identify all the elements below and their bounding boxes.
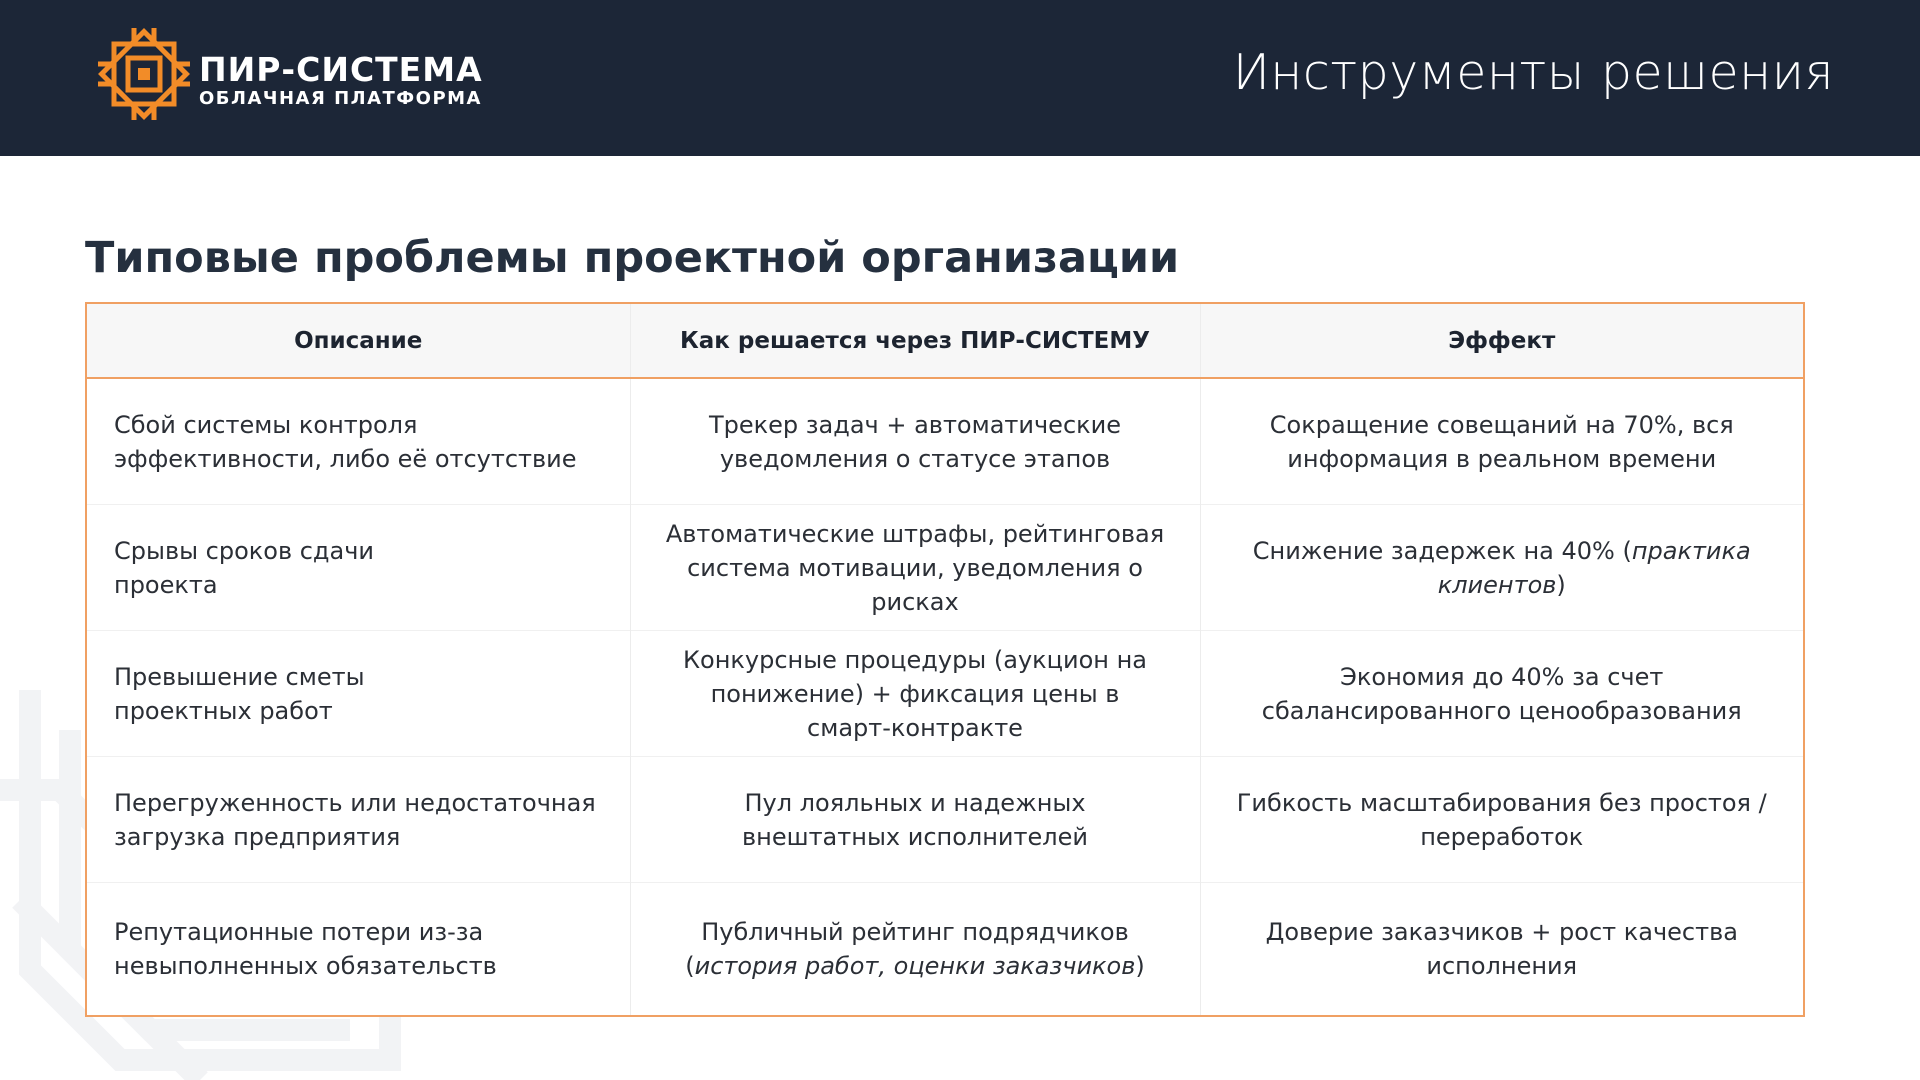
- effect-text-suffix: ): [1556, 570, 1566, 599]
- solution-cell: [630, 505, 1200, 631]
- problem-cell: [86, 378, 630, 505]
- effect-text-prefix: Снижение задержек на 40% (: [1252, 536, 1632, 565]
- solution-text: [643, 915, 1188, 983]
- problem-cell: [86, 631, 630, 757]
- effect-text: Доверие заказчиков + рост качества исполнения: [1265, 918, 1738, 980]
- solution-text: Трекер задач + автоматические уведомления о статусе этапов: [708, 410, 1121, 473]
- section-title: Инструменты решения: [1232, 44, 1834, 101]
- effect-cell: [1200, 378, 1804, 505]
- table-row: [86, 757, 1804, 883]
- effect-cell: [1200, 631, 1804, 757]
- problem-text: Репутационные потери из-за невыполненных обязательств: [114, 918, 497, 980]
- problem-cell: [86, 883, 630, 1017]
- logo-emblem-icon: [92, 22, 196, 126]
- problem-text: Перегруженность или недостаточная загрузка предприятия: [114, 788, 596, 851]
- page-heading: Типовые проблемы проектной организации: [85, 232, 1180, 283]
- solution-text-italic: история работ, оценки заказчиков: [694, 952, 1136, 980]
- solution-cell: [630, 757, 1200, 883]
- column-header-description: Описание: [86, 303, 630, 378]
- solution-cell: [630, 883, 1200, 1017]
- column-header-solution: Как решается через ПИР-СИСТЕМУ: [630, 303, 1200, 378]
- table-row: [86, 883, 1804, 1017]
- effect-cell: [1200, 757, 1804, 883]
- table-header-row: [86, 303, 1804, 378]
- effect-text-italic: практика клиентов: [1437, 536, 1751, 599]
- table-row: [86, 631, 1804, 757]
- solution-text: Пул лояльных и надежных внештатных исполнителей: [742, 788, 1088, 851]
- effect-text: Гибкость масштабирования без простоя / переработок: [1236, 788, 1767, 851]
- problem-text: Превышение сметы проектных работ: [114, 662, 365, 725]
- solution-text: Автоматические штрафы, рейтинговая система мотивации, уведомления о рисках: [665, 519, 1165, 616]
- top-header-bar: [0, 0, 1920, 156]
- logo-name: ПИР-СИСТЕМА: [199, 50, 483, 89]
- solution-text-suffix: ): [1135, 952, 1145, 980]
- column-header-effect: Эффект: [1200, 303, 1804, 378]
- effect-cell: [1200, 883, 1804, 1017]
- brand-logo[interactable]: [92, 22, 512, 126]
- table-row: [86, 505, 1804, 631]
- solution-text-prefix: Публичный рейтинг подрядчиков (: [685, 918, 1129, 980]
- problem-cell: [86, 757, 630, 883]
- problem-cell: [86, 505, 630, 631]
- problems-table: [85, 302, 1805, 1017]
- solution-cell: [630, 631, 1200, 757]
- solution-cell: [630, 378, 1200, 505]
- effect-text: Сокращение совещаний на 70%, вся информация в реальном времени: [1269, 410, 1734, 473]
- table-row: [86, 378, 1804, 505]
- effect-cell: [1200, 505, 1804, 631]
- effect-text: [1242, 534, 1762, 602]
- logo-tagline: ОБЛАЧНАЯ ПЛАТФОРМА: [199, 88, 482, 109]
- problem-text: Срывы сроков сдачи проекта: [114, 536, 375, 599]
- solution-text: Конкурсные процедуры (аукцион на понижение) + фиксация цены в смарт-контракте: [682, 645, 1147, 742]
- problem-text: Сбой системы контроля эффективности, либо её отсутствие: [114, 410, 577, 473]
- effect-text: Экономия до 40% за счет сбалансированного ценообразования: [1261, 662, 1742, 725]
